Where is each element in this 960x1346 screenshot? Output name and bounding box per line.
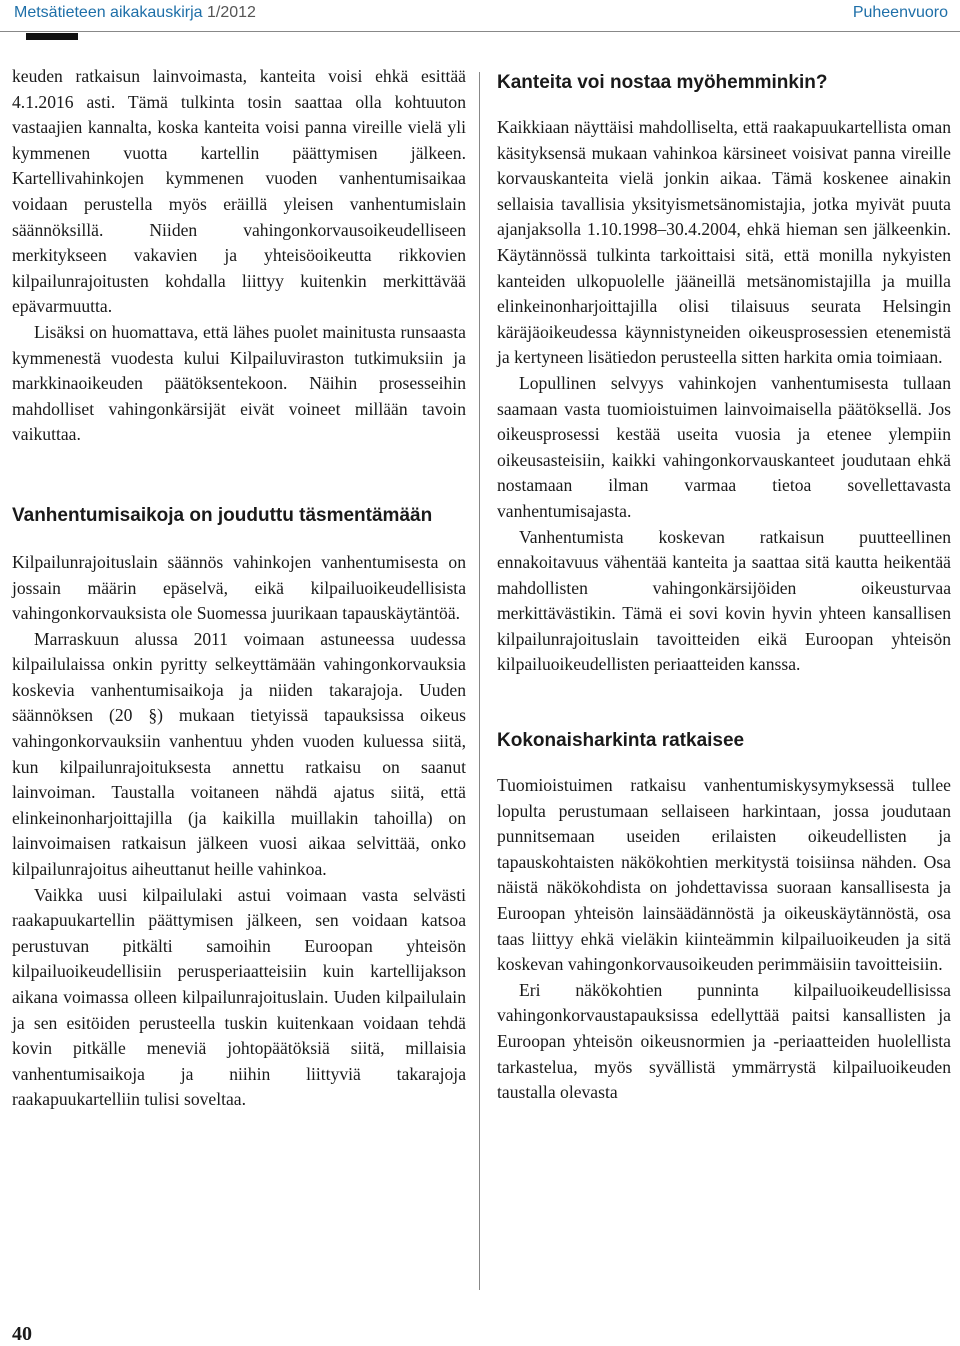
journal-issue: 1/2012 [207, 4, 256, 21]
body-paragraph: Eri näkökohtien punninta kilpailuoikeudellisissa vahingonkorvaustapauksissa edellyttää paitsi kansallisten ja Euroopan yhteisön oikeusnormien ja -periaatteiden huolellista tarkastelua, myös syvällistä ymmärrystä kilpailuoikeuden taustalla olevasta [497, 979, 951, 1103]
running-header [0, 0, 960, 44]
body-paragraph: Kaikkiaan näyttäisi mahdolliselta, että raakapuukartellista oman käsityksensä mukaan vahinkoa kärsineet voisivat panna vireille korvauskanteita vielä jonkin aikaa. Tämä koskenee ainakin sellaisia tavallisia yksityismetsänomistajia, jotka myivät puuta ajanjaksolla 1.10.1998–30.4.2004, ehkä hieman sen jälkeenkin. Käytännössä tulkinta tarkoittaisi sitä, että monilla nykyisten kanteiden ulkopuolelle jääneillä metsänomistajilla ja muilla elinkeinonharjoittajilla olisi tilaisuus seurata Helsingin käräjäoikeudessa käynnistyneiden oikeusprosessien etenemistä ja kertyneen lisätiedon perusteella sitten harkita omia toimiaan. [497, 117, 951, 368]
right-column [497, 64, 951, 1106]
journal-title [14, 4, 256, 22]
section-heading: Kanteita voi nostaa myöhemminkin? [497, 72, 828, 93]
body-paragraph: Lopullinen selvyys vahinkojen vanhentumisesta tullaan saamaan vasta tuomioistuimen lainvoimaisella päätöksellä. Jos oikeusprosessi kestää useita vuosia ja etenee ylempiin oikeusasteisiin, kaikki vahingonkorvauskanteet joudutaan ehkä nostamaan ilman varmaa tietoa sovellettavasta vanhentumisajasta. [497, 372, 951, 521]
body-paragraph: Vaikka uusi kilpailulaki astui voimaan vasta selvästi raakapuukartellin päättymisen jälkeen, sen voidaan katsoa perustuvan pitkälti samoihin Euroopan yhteisön kilpailuoikeudellisiin perusperiaatteisiin kuin kartellijakson aikana voimassa olleen kilpailunrajoituslain. Uuden kilpailulain ja sen esitöiden perusteella tuskin kuitenkaan voidaan tehdä kovin pitkälle meneviä johtopäätöksiä siitä, millaisia vanhentumisaikoja ja niihin liittyviä takarajoja raakapuukartelliin tulisi soveltaa. [12, 884, 466, 1110]
header-accent-bar [26, 33, 78, 40]
header-rule [0, 31, 960, 32]
body-paragraph: Vanhentumista koskevan ratkaisun puutteellinen ennakoitavuus vähentää kanteita ja saattaa sitä kautta heikentää mahdollisten vahingonkärsijöiden oikeusturvaa merkittävästikin. Tämä ei sovi kovin hyvin yhteen kansallisen kilpailunrajoituslain tavoitteiden eikä Euroopan yhteisön kilpailuoikeudellisten periaatteiden kanssa. [497, 526, 951, 675]
section-heading: Vanhentumisaikoja on jouduttu täsmentämään [12, 504, 433, 526]
body-paragraph: Lisäksi on huomattava, että lähes puolet mainitusta runsaasta kymmenestä vuodesta kului Kilpailuviraston tutkimuksiin ja markkinaoikeuden päätöksentekoon. Näihin prosesseihin mahdolliset vahingonkärsijät eivät voineet millään tavoin vaikuttaa. [12, 321, 466, 445]
body-paragraph: keuden ratkaisun lainvoimasta, kanteita voisi ehkä esittää 4.1.2016 asti. Tämä tulkinta tosin saattaa olla kohtuuton vastaajien kannalta, koska kanteita voisi panna vireille vielä yli kymmenen vuotta kartellin päättymisen jälkeen. Kartellivahinkojen kymmenen vuoden vanhentumisaikaa voidaan perustella myös eräillä yleisen vanhentumislain säännöksillä. Niiden vahingonkorvausoikeudelliseen merkitykseen vakavien ja yhteisöoikeutta rikkovien kilpailunrajoitusten kohdalla liittyy kuitenkin merkittävää epävarmuutta. [12, 66, 466, 317]
column-divider [479, 72, 480, 1290]
journal-name: Metsätieteen aikakauskirja [14, 4, 203, 21]
body-paragraph: Marraskuun alussa 2011 voimaan astuneessa uudessa kilpailulaissa onkin pyritty selkeyttämään vahingonkorvauksia koskevia vanhentumisaikoja ja niiden takarajoja. Uuden säännöksen (20 §) mukaan tietyissä tapauksissa oikeus vahingonkorvauksiin vanhentuu yhden vuoden kuluessa siitä, kun kilpailunrajoituksesta annettu ratkaisu on saanut lainvoiman. Taustalla voitaneen nähdä ajatus siitä, että elinkeinonharjoittajilla (ja kaikilla muillakin tahoilla) on lainvoimaisen ratkaisun jälkeen vuosi aikaa selvittää, onko kilpailunrajoitus aiheuttanut heille vahinkoa. [12, 628, 466, 880]
left-column [12, 64, 466, 1113]
section-label: Puheenvuoro [852, 4, 948, 21]
body-paragraph: Kilpailunrajoituslain säännös vahinkojen vanhentumisesta on jossain määrin epäselvä, eikä kilpailuoikeudellisista vahingonkorvauksista ole Suomessa juurikaan tapauskäytäntöä. [12, 551, 466, 624]
page-number: 40 [12, 1323, 32, 1345]
section-heading: Kokonaisharkinta ratkaisee [497, 730, 745, 752]
body-paragraph: Tuomioistuimen ratkaisu vanhentumiskysymyksessä tullee lopulta perustumaan sellaiseen harkintaan, jossa joudutaan punnitsemaan useiden erilaisten oikeudellisten ja tapauskohtaisten näkökohtien merkitystä toisiinsa nähden. Osa näistä näkökohdista on johdettavissa suoraan kansallisesta ja Euroopan yhteisön lainsäädännöstä ja oikeuskäytännöstä, osa taas liittyy ehkä vieläkin kiinteämmin kilpailuoikeuden ja sitä koskevan vahingonkorvausoikeuden perimmäisiin tavoitteisiin. [497, 775, 951, 975]
